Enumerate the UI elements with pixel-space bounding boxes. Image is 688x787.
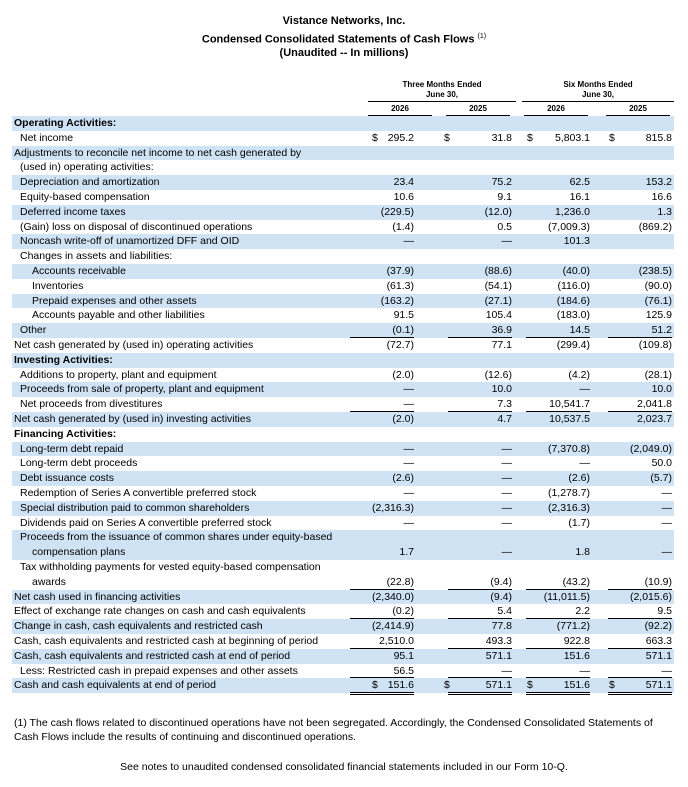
- row-value: (1,278.7): [547, 487, 590, 499]
- row-value: 23.4: [393, 176, 414, 189]
- row-value: 105.4: [485, 309, 512, 322]
- row-value: [350, 160, 414, 174]
- currency-symbol: $: [609, 131, 615, 144]
- row-value: 151.6: [526, 678, 590, 695]
- table-row: [12, 116, 674, 131]
- table-row: [12, 220, 674, 235]
- currency-symbol: $: [372, 131, 378, 144]
- table-row: [12, 412, 674, 427]
- title-footnote-marker: (1): [477, 33, 487, 40]
- table-row: [12, 471, 674, 486]
- row-value: —: [579, 383, 590, 396]
- row-value: 151.6: [350, 678, 414, 695]
- row-value: —: [403, 516, 414, 529]
- row-value: [526, 530, 590, 544]
- row-value: [526, 427, 590, 441]
- row-value: (12.0): [484, 205, 512, 218]
- row-label: Investing Activities:: [14, 353, 113, 366]
- row-label: Proceeds from the issuance of common shares under equity-based: [20, 531, 333, 544]
- row-label: Depreciation and amortization: [20, 176, 160, 189]
- row-value: —: [448, 664, 512, 679]
- row-label: Deferred income taxes: [20, 205, 126, 218]
- row-value: —: [501, 235, 512, 248]
- row-label: Special distribution paid to common shareholders: [20, 501, 250, 514]
- currency-symbol: $: [527, 679, 533, 692]
- row-value: 125.9: [645, 309, 672, 322]
- row-value: (12.6): [484, 368, 512, 381]
- row-value: (4.2): [568, 368, 590, 381]
- row-label: Cash and cash equivalents at end of period: [14, 679, 216, 692]
- row-value: (229.5): [380, 205, 414, 218]
- row-label: Adjustments to reconcile net income to net cash generated by: [14, 146, 302, 159]
- row-value: —: [403, 487, 414, 499]
- row-value: 10.0: [491, 383, 512, 396]
- row-value: 10,541.7: [526, 397, 590, 412]
- row-label: Prepaid expenses and other assets: [32, 294, 197, 307]
- row-value: 75.2: [491, 176, 512, 189]
- table-row: [12, 649, 674, 664]
- table-row: [12, 382, 674, 397]
- currency-symbol: $: [444, 679, 450, 692]
- row-value: 571.1: [608, 678, 672, 695]
- table-row: [12, 131, 674, 146]
- row-value: (163.2): [380, 294, 414, 307]
- row-label: Net proceeds from divestitures: [20, 398, 163, 411]
- row-value: 91.5: [393, 309, 414, 322]
- table-row: [12, 234, 674, 249]
- row-value: (2,414.9): [371, 620, 414, 633]
- row-value: (90.0): [644, 279, 672, 292]
- row-value: [608, 249, 672, 263]
- row-value: 1.8: [575, 546, 590, 559]
- row-value: (9.4): [448, 575, 512, 590]
- row-value: 153.2: [645, 176, 672, 189]
- table-row: [12, 575, 674, 590]
- row-label: Inventories: [32, 279, 84, 292]
- row-label: awards: [32, 575, 66, 588]
- row-value: [608, 560, 672, 574]
- row-value: —: [501, 546, 512, 559]
- table-row: [12, 678, 674, 693]
- row-value: (61.3): [386, 279, 414, 292]
- six-months-rule: [522, 101, 674, 102]
- row-value: (2,015.6): [629, 590, 672, 603]
- table-row: [12, 397, 674, 412]
- row-value: [608, 234, 672, 248]
- row-label: (used in) operating activities:: [20, 161, 154, 174]
- year-col-4: 2025: [629, 104, 647, 113]
- row-label: Net income: [20, 131, 74, 144]
- row-label: Redemption of Series A convertible preferred stock: [20, 487, 257, 499]
- row-value: 14.5: [526, 323, 590, 338]
- row-value: —: [501, 501, 512, 514]
- row-value: 4.7: [497, 413, 512, 425]
- row-label: Change in cash, cash equivalents and restricted cash: [14, 620, 263, 633]
- row-label: Net cash generated by (used in) investing activities: [14, 413, 251, 425]
- table-row: [12, 353, 674, 368]
- row-label: Net cash generated by (used in) operating activities: [14, 339, 254, 351]
- row-value: 51.2: [608, 323, 672, 338]
- table-row: [12, 486, 674, 501]
- row-value: [526, 116, 590, 130]
- row-value: 9.5: [608, 604, 672, 619]
- row-value: —: [661, 501, 672, 514]
- table-row: [12, 294, 674, 309]
- row-value: —: [403, 383, 414, 396]
- row-value: (2,316.3): [371, 501, 414, 514]
- table-row: [12, 175, 674, 190]
- row-value: —: [501, 457, 512, 470]
- row-value: [608, 530, 672, 544]
- row-value: (0.1): [350, 323, 414, 338]
- currency-symbol: $: [609, 679, 615, 692]
- row-value: (869.2): [638, 220, 672, 233]
- row-value: (28.1): [644, 368, 672, 381]
- row-value: 815.8: [645, 131, 672, 144]
- row-value: (54.1): [484, 279, 512, 292]
- row-label: Operating Activities:: [14, 117, 117, 129]
- row-value: 295.2: [387, 131, 414, 144]
- row-value: —: [579, 457, 590, 470]
- row-label: Effect of exchange rate changes on cash and cash equivalents: [14, 605, 306, 618]
- row-value: 7.3: [448, 397, 512, 412]
- row-value: (109.8): [638, 339, 672, 351]
- row-label: Cash, cash equivalents and restricted cash at end of period: [14, 649, 291, 662]
- table-row: [12, 545, 674, 560]
- table-row: [12, 205, 674, 220]
- row-value: [350, 427, 414, 441]
- row-value: 10.0: [651, 383, 672, 396]
- row-value: 922.8: [526, 634, 590, 649]
- row-value: 56.5: [350, 664, 414, 679]
- row-value: 5.4: [448, 604, 512, 619]
- row-value: 36.9: [448, 323, 512, 338]
- table-row: [12, 619, 674, 634]
- row-value: [448, 116, 512, 130]
- row-value: —: [350, 397, 414, 412]
- row-value: (299.4): [556, 339, 590, 351]
- currency-symbol: $: [444, 131, 450, 144]
- row-value: (76.1): [644, 294, 672, 307]
- row-value: [448, 530, 512, 544]
- row-label: Changes in assets and liabilities:: [20, 250, 173, 263]
- row-value: (1.4): [392, 220, 414, 233]
- row-value: (37.9): [386, 265, 414, 277]
- row-value: (43.2): [526, 575, 590, 590]
- row-label: Financing Activities:: [14, 427, 117, 440]
- row-value: [448, 427, 512, 441]
- row-value: 10,537.5: [549, 413, 590, 425]
- row-value: [350, 560, 414, 574]
- row-label: Noncash write-off of unamortized DFF and OID: [20, 235, 240, 248]
- row-label: Net cash used in financing activities: [14, 590, 181, 603]
- row-value: (11,011.5): [543, 590, 590, 603]
- row-value: [448, 146, 512, 160]
- row-value: —: [501, 516, 512, 529]
- table-row: [12, 146, 674, 161]
- row-label: Tax withholding payments for vested equity-based compensation: [20, 561, 321, 573]
- row-value: [608, 160, 672, 174]
- table-row: [12, 604, 674, 619]
- row-value: [608, 116, 672, 130]
- row-value: (2.0): [392, 368, 414, 381]
- row-value: [526, 249, 590, 263]
- three-months-header-line2: June 30,: [425, 90, 458, 99]
- row-value: 2,510.0: [350, 634, 414, 649]
- row-value: (7,370.8): [547, 442, 590, 455]
- row-value: 493.3: [448, 634, 512, 649]
- table-row: [12, 442, 674, 457]
- row-label: Equity-based compensation: [20, 191, 150, 203]
- row-value: [608, 146, 672, 160]
- row-value: 151.6: [563, 649, 590, 662]
- year-col-2: 2025: [469, 104, 487, 113]
- row-label: Debt issuance costs: [20, 472, 114, 485]
- row-value: 9.1: [497, 191, 512, 203]
- table-row: [12, 323, 674, 338]
- three-months-header-line1: Three Months Ended: [402, 80, 482, 89]
- row-value: 77.8: [491, 620, 512, 633]
- row-value: [448, 560, 512, 574]
- table-row: [12, 530, 674, 545]
- row-value: 2,023.7: [636, 413, 672, 425]
- row-label: Additions to property, plant and equipment: [20, 368, 217, 381]
- row-value: (184.6): [556, 294, 590, 307]
- row-value: —: [526, 664, 590, 679]
- row-value: 1,236.0: [554, 205, 590, 218]
- row-label: Proceeds from sale of property, plant and equipment: [20, 383, 264, 396]
- table-row: [12, 190, 674, 205]
- currency-symbol: $: [372, 679, 378, 692]
- row-value: 571.1: [485, 649, 512, 662]
- row-label: Accounts payable and other liabilities: [32, 309, 205, 322]
- row-value: —: [501, 472, 512, 485]
- table-row: [12, 279, 674, 294]
- row-value: —: [661, 546, 672, 559]
- row-value: (116.0): [557, 279, 590, 292]
- table-row: [12, 249, 674, 264]
- row-value: 31.8: [491, 131, 512, 144]
- table-row: [12, 664, 674, 679]
- row-value: (2,316.3): [547, 501, 590, 514]
- row-value: 5,803.1: [554, 131, 590, 144]
- row-value: 571.1: [448, 678, 512, 695]
- six-months-header: [522, 80, 674, 100]
- row-value: 1.7: [399, 546, 414, 559]
- year-col-3: 2026: [547, 104, 565, 113]
- row-value: (2.6): [392, 472, 414, 485]
- row-value: (10.9): [608, 575, 672, 590]
- row-value: 663.3: [608, 634, 672, 649]
- row-value: 0.5: [497, 220, 512, 233]
- row-value: 16.6: [651, 191, 672, 203]
- row-value: [608, 353, 672, 367]
- row-value: (9.4): [490, 590, 512, 603]
- row-value: 2,041.8: [608, 397, 672, 412]
- row-value: (27.1): [484, 294, 512, 307]
- row-value: [526, 560, 590, 574]
- year-col-1: 2026: [391, 104, 409, 113]
- row-value: (2,049.0): [629, 442, 672, 455]
- row-label: Long-term debt repaid: [20, 442, 124, 455]
- row-value: 10.6: [393, 191, 414, 203]
- table-row: [12, 516, 674, 531]
- row-value: [526, 353, 590, 367]
- company-name: Vistance Networks, Inc.: [282, 15, 406, 27]
- see-notes: See notes to unaudited condensed consolidated financial statements included in our Form 10-Q.: [120, 761, 568, 773]
- row-value: 77.1: [491, 339, 512, 351]
- row-value: (183.0): [556, 309, 590, 322]
- table-row: [12, 368, 674, 383]
- row-value: (771.2): [556, 620, 590, 633]
- row-value: (2.0): [392, 413, 414, 425]
- row-value: (5.7): [650, 472, 672, 485]
- row-value: —: [501, 487, 512, 499]
- statement-title-text: Condensed Consolidated Statements of Cash Flows: [201, 33, 475, 46]
- row-value: —: [661, 487, 672, 499]
- row-value: (1.7): [568, 516, 590, 529]
- statement-subtitle: (Unaudited -- In millions): [279, 47, 409, 59]
- table-row: [12, 590, 674, 605]
- table-row: [12, 427, 674, 442]
- row-value: [350, 116, 414, 130]
- six-months-header-line2: June 30,: [581, 90, 614, 99]
- row-label: Accounts receivable: [32, 265, 126, 277]
- row-value: —: [608, 664, 672, 679]
- row-value: 101.3: [563, 235, 590, 248]
- row-value: [448, 249, 512, 263]
- row-value: (2.6): [568, 472, 590, 485]
- table-row: [12, 456, 674, 471]
- row-value: —: [501, 442, 512, 455]
- row-value: (22.8): [350, 575, 414, 590]
- row-label: Long-term debt proceeds: [20, 457, 138, 470]
- row-value: (2,340.0): [371, 590, 414, 603]
- row-value: (72.7): [386, 339, 414, 351]
- row-label: compensation plans: [32, 546, 126, 559]
- six-months-header-line1: Six Months Ended: [563, 80, 633, 89]
- row-value: —: [661, 516, 672, 529]
- footnote: (1) The cash flows related to discontinued operations have not been segregated. Accordingly, the Condensed Consolidated Statements of Cash Flows include the results of continuing and discontinued operations.: [14, 717, 653, 743]
- row-value: [350, 146, 414, 160]
- three-months-header: [368, 80, 516, 100]
- table-row: [12, 501, 674, 516]
- three-months-rule: [368, 101, 516, 102]
- row-value: (40.0): [562, 265, 590, 277]
- row-value: 571.1: [645, 649, 672, 662]
- row-value: 1.3: [657, 205, 672, 218]
- row-value: [448, 353, 512, 367]
- row-value: 50.0: [651, 457, 672, 470]
- row-value: (0.2): [350, 604, 414, 619]
- row-value: 95.1: [393, 649, 414, 662]
- row-value: 2.2: [526, 604, 590, 619]
- row-value: [350, 353, 414, 367]
- statement-title: [0, 30, 688, 47]
- row-value: [526, 160, 590, 174]
- row-value: [350, 249, 414, 263]
- row-value: [526, 146, 590, 160]
- row-label: Dividends paid on Series A convertible preferred stock: [20, 516, 272, 529]
- table-row: [12, 560, 674, 575]
- row-label: (Gain) loss on disposal of discontinued operations: [20, 220, 253, 233]
- row-value: [448, 160, 512, 174]
- table-row: [12, 338, 674, 353]
- table-row: [12, 160, 674, 175]
- row-value: [350, 530, 414, 544]
- row-label: Less: Restricted cash in prepaid expenses and other assets: [20, 664, 298, 677]
- table-row: [12, 634, 674, 649]
- row-value: (238.5): [638, 265, 672, 277]
- row-value: —: [403, 235, 414, 248]
- row-value: (88.6): [484, 265, 512, 277]
- row-value: 62.5: [569, 176, 590, 189]
- table-row: [12, 264, 674, 279]
- row-value: [608, 427, 672, 441]
- row-label: Other: [20, 324, 47, 337]
- currency-symbol: $: [527, 131, 533, 144]
- row-value: —: [403, 442, 414, 455]
- row-label: Cash, cash equivalents and restricted cash at beginning of period: [14, 635, 319, 647]
- row-value: (7,009.3): [547, 220, 590, 233]
- row-value: 16.1: [569, 191, 590, 203]
- row-value: —: [403, 457, 414, 470]
- table-row: [12, 308, 674, 323]
- row-value: (92.2): [644, 620, 672, 633]
